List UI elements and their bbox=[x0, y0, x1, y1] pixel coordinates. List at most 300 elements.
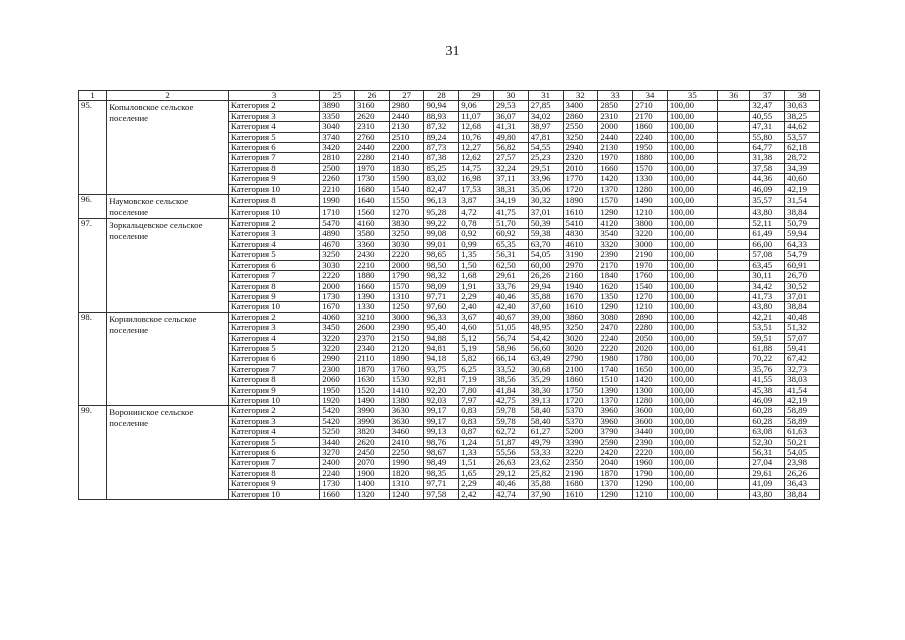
value-cell: 3250 bbox=[563, 132, 598, 142]
value-cell bbox=[717, 437, 750, 447]
value-cell: 1840 bbox=[598, 271, 633, 281]
value-cell bbox=[717, 333, 750, 343]
value-cell: 0,99 bbox=[459, 239, 494, 249]
value-cell: 30,11 bbox=[750, 271, 785, 281]
value-cell: 12,68 bbox=[459, 122, 494, 132]
value-cell bbox=[717, 122, 750, 132]
value-cell: 100,00 bbox=[667, 333, 717, 343]
value-cell bbox=[717, 260, 750, 270]
category-cell: Категория 5 bbox=[228, 250, 319, 260]
value-cell: 100,00 bbox=[667, 111, 717, 121]
value-cell: 3600 bbox=[633, 406, 668, 416]
value-cell: 0,83 bbox=[459, 416, 494, 426]
value-cell: 54,55 bbox=[528, 143, 563, 153]
value-cell: 28,72 bbox=[785, 153, 820, 163]
value-cell: 2940 bbox=[563, 143, 598, 153]
value-cell bbox=[717, 343, 750, 353]
value-cell bbox=[717, 479, 750, 489]
category-cell: Категория 10 bbox=[228, 207, 319, 219]
value-cell: 41,55 bbox=[750, 375, 785, 385]
value-cell: 46,09 bbox=[750, 184, 785, 194]
category-cell: Категория 4 bbox=[228, 122, 319, 132]
value-cell: 2120 bbox=[389, 343, 424, 353]
value-cell: 1950 bbox=[320, 385, 355, 395]
value-cell: 2210 bbox=[320, 184, 355, 194]
value-cell bbox=[717, 111, 750, 121]
value-cell: 3800 bbox=[633, 219, 668, 229]
value-cell: 100,00 bbox=[667, 281, 717, 291]
category-cell: Категория 3 bbox=[228, 416, 319, 426]
value-cell: 3440 bbox=[320, 437, 355, 447]
value-cell: 1420 bbox=[598, 174, 633, 184]
value-cell: 3020 bbox=[563, 343, 598, 353]
value-cell: 59,94 bbox=[785, 229, 820, 239]
value-cell: 1270 bbox=[389, 207, 424, 219]
header-cell: 28 bbox=[424, 91, 459, 101]
value-cell: 3360 bbox=[354, 239, 389, 249]
value-cell: 50,39 bbox=[528, 219, 563, 229]
value-cell: 40,48 bbox=[785, 312, 820, 322]
value-cell: 4610 bbox=[563, 239, 598, 249]
value-cell: 60,92 bbox=[494, 229, 529, 239]
value-cell: 3960 bbox=[598, 406, 633, 416]
value-cell: 2990 bbox=[320, 354, 355, 364]
value-cell: 89,24 bbox=[424, 132, 459, 142]
value-cell: 1980 bbox=[598, 354, 633, 364]
value-cell: 1570 bbox=[598, 195, 633, 207]
value-cell: 3580 bbox=[354, 229, 389, 239]
value-cell: 29,94 bbox=[528, 281, 563, 291]
header-cell: 30 bbox=[494, 91, 529, 101]
value-cell: 3040 bbox=[320, 122, 355, 132]
value-cell: 87,38 bbox=[424, 153, 459, 163]
value-cell: 3320 bbox=[598, 239, 633, 249]
value-cell: 82,47 bbox=[424, 184, 459, 194]
category-cell: Категория 7 bbox=[228, 271, 319, 281]
value-cell: 42,74 bbox=[494, 489, 529, 499]
value-cell: 100,00 bbox=[667, 479, 717, 489]
value-cell: 29,12 bbox=[494, 468, 529, 478]
value-cell: 26,70 bbox=[785, 271, 820, 281]
value-cell: 2200 bbox=[389, 143, 424, 153]
value-cell: 1490 bbox=[633, 195, 668, 207]
value-cell: 1400 bbox=[354, 479, 389, 489]
value-cell: 2500 bbox=[320, 163, 355, 173]
value-cell: 2510 bbox=[389, 132, 424, 142]
value-cell: 3,87 bbox=[459, 195, 494, 207]
value-cell: 4,72 bbox=[459, 207, 494, 219]
value-cell: 1,35 bbox=[459, 250, 494, 260]
value-cell: 1710 bbox=[320, 207, 355, 219]
value-cell: 1680 bbox=[563, 479, 598, 489]
value-cell: 1,51 bbox=[459, 458, 494, 468]
value-cell: 2000 bbox=[389, 260, 424, 270]
value-cell: 100,00 bbox=[667, 174, 717, 184]
category-cell: Категория 7 bbox=[228, 153, 319, 163]
value-cell bbox=[717, 143, 750, 153]
value-cell: 52,30 bbox=[750, 437, 785, 447]
value-cell: 1990 bbox=[389, 458, 424, 468]
header-row bbox=[79, 91, 820, 101]
value-cell bbox=[717, 184, 750, 194]
value-cell: 2310 bbox=[598, 111, 633, 121]
value-cell: 100,00 bbox=[667, 364, 717, 374]
value-cell: 1970 bbox=[354, 163, 389, 173]
value-cell: 2280 bbox=[633, 323, 668, 333]
value-cell: 88,93 bbox=[424, 111, 459, 121]
value-cell: 2400 bbox=[320, 458, 355, 468]
value-cell: 2190 bbox=[563, 468, 598, 478]
value-cell: 5,12 bbox=[459, 333, 494, 343]
value-cell: 42,19 bbox=[785, 395, 820, 405]
value-cell: 34,02 bbox=[528, 111, 563, 121]
value-cell: 49,80 bbox=[494, 132, 529, 142]
value-cell: 4670 bbox=[320, 239, 355, 249]
value-cell: 1280 bbox=[633, 395, 668, 405]
value-cell: 62,50 bbox=[494, 260, 529, 270]
value-cell: 5420 bbox=[320, 416, 355, 426]
value-cell: 1670 bbox=[320, 302, 355, 312]
value-cell: 39,00 bbox=[528, 312, 563, 322]
value-cell: 1660 bbox=[598, 163, 633, 173]
value-cell: 2430 bbox=[354, 250, 389, 260]
value-cell: 99,08 bbox=[424, 229, 459, 239]
value-cell: 64,77 bbox=[750, 143, 785, 153]
value-cell: 36,43 bbox=[785, 479, 820, 489]
value-cell: 40,46 bbox=[494, 479, 529, 489]
value-cell: 1610 bbox=[563, 302, 598, 312]
value-cell: 25,82 bbox=[528, 468, 563, 478]
value-cell: 37,11 bbox=[494, 174, 529, 184]
value-cell: 41,84 bbox=[494, 385, 529, 395]
category-cell: Категория 10 bbox=[228, 489, 319, 499]
value-cell: 1,50 bbox=[459, 260, 494, 270]
value-cell bbox=[717, 427, 750, 437]
value-cell: 2620 bbox=[354, 437, 389, 447]
value-cell: 1330 bbox=[354, 302, 389, 312]
value-cell bbox=[717, 239, 750, 249]
value-cell: 30,52 bbox=[785, 281, 820, 291]
header-cell: 27 bbox=[389, 91, 424, 101]
value-cell: 2450 bbox=[354, 448, 389, 458]
value-cell: 4120 bbox=[598, 219, 633, 229]
value-cell: 38,25 bbox=[785, 111, 820, 121]
value-cell: 2410 bbox=[389, 437, 424, 447]
category-cell: Категория 6 bbox=[228, 354, 319, 364]
value-cell: 3250 bbox=[389, 229, 424, 239]
value-cell: 2390 bbox=[633, 437, 668, 447]
value-cell: 98,65 bbox=[424, 250, 459, 260]
value-cell: 10,76 bbox=[459, 132, 494, 142]
row-number: 98. bbox=[79, 312, 107, 406]
value-cell: 59,41 bbox=[785, 343, 820, 353]
value-cell bbox=[717, 219, 750, 229]
value-cell: 1670 bbox=[563, 291, 598, 301]
value-cell: 2980 bbox=[389, 101, 424, 111]
value-cell bbox=[717, 207, 750, 219]
value-cell bbox=[717, 153, 750, 163]
value-cell: 98,09 bbox=[424, 281, 459, 291]
value-cell: 1410 bbox=[389, 385, 424, 395]
value-cell: 61,63 bbox=[785, 427, 820, 437]
value-cell: 98,67 bbox=[424, 448, 459, 458]
value-cell: 2,29 bbox=[459, 479, 494, 489]
value-cell: 42,21 bbox=[750, 312, 785, 322]
settlement-name: Наумовское сельское поселение bbox=[107, 195, 229, 219]
value-cell: 54,05 bbox=[528, 250, 563, 260]
value-cell: 4830 bbox=[563, 229, 598, 239]
value-cell: 1370 bbox=[598, 479, 633, 489]
value-cell: 1890 bbox=[563, 195, 598, 207]
value-cell: 2210 bbox=[354, 260, 389, 270]
value-cell: 100,00 bbox=[667, 343, 717, 353]
row-number: 95. bbox=[79, 101, 107, 195]
value-cell: 3540 bbox=[598, 229, 633, 239]
value-cell: 1780 bbox=[633, 354, 668, 364]
value-cell: 5,19 bbox=[459, 343, 494, 353]
value-cell: 27,04 bbox=[750, 458, 785, 468]
value-cell: 27,57 bbox=[494, 153, 529, 163]
value-cell: 29,61 bbox=[494, 271, 529, 281]
value-cell: 6,25 bbox=[459, 364, 494, 374]
value-cell bbox=[717, 163, 750, 173]
value-cell: 29,51 bbox=[528, 163, 563, 173]
value-cell: 1900 bbox=[354, 468, 389, 478]
value-cell: 51,32 bbox=[785, 323, 820, 333]
value-cell: 41,73 bbox=[750, 291, 785, 301]
value-cell: 54,05 bbox=[785, 448, 820, 458]
value-cell: 100,00 bbox=[667, 427, 717, 437]
value-cell: 3000 bbox=[389, 312, 424, 322]
value-cell: 1210 bbox=[633, 489, 668, 499]
value-cell: 1380 bbox=[389, 395, 424, 405]
value-cell: 1610 bbox=[563, 207, 598, 219]
value-cell: 5420 bbox=[320, 406, 355, 416]
category-cell: Категория 6 bbox=[228, 143, 319, 153]
value-cell: 1290 bbox=[598, 302, 633, 312]
value-cell: 100,00 bbox=[667, 458, 717, 468]
value-cell bbox=[717, 468, 750, 478]
value-cell: 3790 bbox=[598, 427, 633, 437]
value-cell: 7,19 bbox=[459, 375, 494, 385]
value-cell: 2240 bbox=[320, 468, 355, 478]
value-cell: 1680 bbox=[354, 184, 389, 194]
value-cell: 1390 bbox=[354, 291, 389, 301]
value-cell: 2390 bbox=[598, 250, 633, 260]
value-cell: 41,09 bbox=[750, 479, 785, 489]
table-row bbox=[79, 406, 820, 416]
value-cell: 2000 bbox=[320, 281, 355, 291]
category-cell: Категория 8 bbox=[228, 375, 319, 385]
value-cell: 42,19 bbox=[785, 184, 820, 194]
value-cell: 23,62 bbox=[528, 458, 563, 468]
value-cell: 3890 bbox=[320, 101, 355, 111]
value-cell: 2370 bbox=[354, 333, 389, 343]
value-cell: 1520 bbox=[354, 385, 389, 395]
category-cell: Категория 10 bbox=[228, 302, 319, 312]
value-cell: 59,38 bbox=[528, 229, 563, 239]
value-cell: 3160 bbox=[354, 101, 389, 111]
category-cell: Категория 7 bbox=[228, 458, 319, 468]
value-cell: 61,88 bbox=[750, 343, 785, 353]
value-cell: 100,00 bbox=[667, 312, 717, 322]
value-cell: 3,67 bbox=[459, 312, 494, 322]
value-cell: 32,24 bbox=[494, 163, 529, 173]
value-cell bbox=[717, 354, 750, 364]
header-cell: 3 bbox=[228, 91, 319, 101]
value-cell: 66,00 bbox=[750, 239, 785, 249]
value-cell: 100,00 bbox=[667, 101, 717, 111]
value-cell: 53,57 bbox=[785, 132, 820, 142]
value-cell: 2190 bbox=[633, 250, 668, 260]
value-cell: 55,56 bbox=[494, 448, 529, 458]
value-cell: 64,33 bbox=[785, 239, 820, 249]
value-cell: 83,02 bbox=[424, 174, 459, 184]
value-cell bbox=[717, 364, 750, 374]
table-row bbox=[79, 312, 820, 322]
row-number: 97. bbox=[79, 219, 107, 313]
value-cell: 100,00 bbox=[667, 302, 717, 312]
value-cell: 41,54 bbox=[785, 385, 820, 395]
value-cell: 3270 bbox=[320, 448, 355, 458]
value-cell: 100,00 bbox=[667, 291, 717, 301]
settlement-name: Копыловское сельское поселение bbox=[107, 101, 229, 195]
value-cell: 31,54 bbox=[785, 195, 820, 207]
category-cell: Категория 9 bbox=[228, 291, 319, 301]
value-cell: 0,87 bbox=[459, 427, 494, 437]
value-cell: 38,56 bbox=[494, 375, 529, 385]
value-cell: 2890 bbox=[633, 312, 668, 322]
value-cell: 2050 bbox=[633, 333, 668, 343]
value-cell: 60,00 bbox=[528, 260, 563, 270]
value-cell: 34,42 bbox=[750, 281, 785, 291]
value-cell: 2590 bbox=[598, 437, 633, 447]
value-cell: 1540 bbox=[389, 184, 424, 194]
value-cell: 100,00 bbox=[667, 416, 717, 426]
value-cell: 47,31 bbox=[750, 122, 785, 132]
value-cell: 4890 bbox=[320, 229, 355, 239]
value-cell: 3390 bbox=[563, 437, 598, 447]
category-cell: Категория 4 bbox=[228, 239, 319, 249]
value-cell: 3350 bbox=[320, 111, 355, 121]
value-cell: 1420 bbox=[633, 375, 668, 385]
value-cell: 36,07 bbox=[494, 111, 529, 121]
category-cell: Категория 6 bbox=[228, 260, 319, 270]
value-cell: 44,36 bbox=[750, 174, 785, 184]
value-cell: 1270 bbox=[633, 291, 668, 301]
value-cell: 3960 bbox=[598, 416, 633, 426]
value-cell: 2240 bbox=[633, 132, 668, 142]
value-cell: 1720 bbox=[563, 184, 598, 194]
value-cell: 99,13 bbox=[424, 427, 459, 437]
value-cell: 37,90 bbox=[528, 489, 563, 499]
settlement-name: Корниловское сельское поселение bbox=[107, 312, 229, 406]
value-cell: 59,78 bbox=[494, 406, 529, 416]
value-cell: 33,96 bbox=[528, 174, 563, 184]
value-cell: 43,80 bbox=[750, 489, 785, 499]
value-cell: 100,00 bbox=[667, 395, 717, 405]
value-cell bbox=[717, 281, 750, 291]
value-cell: 1740 bbox=[598, 364, 633, 374]
value-cell: 5370 bbox=[563, 416, 598, 426]
value-cell: 5370 bbox=[563, 406, 598, 416]
category-cell: Категория 4 bbox=[228, 333, 319, 343]
value-cell: 40,46 bbox=[494, 291, 529, 301]
value-cell: 1720 bbox=[563, 395, 598, 405]
value-cell: 100,00 bbox=[667, 260, 717, 270]
category-cell: Категория 9 bbox=[228, 174, 319, 184]
value-cell: 60,91 bbox=[785, 260, 820, 270]
value-cell: 42,75 bbox=[494, 395, 529, 405]
value-cell: 1,33 bbox=[459, 448, 494, 458]
value-cell: 99,22 bbox=[424, 219, 459, 229]
value-cell: 2220 bbox=[598, 343, 633, 353]
value-cell bbox=[717, 395, 750, 405]
category-cell: Категория 8 bbox=[228, 195, 319, 207]
value-cell: 100,00 bbox=[667, 143, 717, 153]
value-cell: 51,87 bbox=[494, 437, 529, 447]
value-cell: 2260 bbox=[320, 174, 355, 184]
value-cell: 29,61 bbox=[750, 468, 785, 478]
value-cell: 1510 bbox=[598, 375, 633, 385]
value-cell: 2130 bbox=[389, 122, 424, 132]
value-cell: 51,70 bbox=[494, 219, 529, 229]
value-cell: 95,28 bbox=[424, 207, 459, 219]
category-cell: Категория 5 bbox=[228, 132, 319, 142]
value-cell: 3250 bbox=[563, 323, 598, 333]
value-cell: 1590 bbox=[389, 174, 424, 184]
value-cell: 100,00 bbox=[667, 250, 717, 260]
value-cell: 51,05 bbox=[494, 323, 529, 333]
header-cell: 2 bbox=[107, 91, 229, 101]
value-cell: 2860 bbox=[563, 111, 598, 121]
table-row bbox=[79, 101, 820, 111]
value-cell: 2280 bbox=[354, 153, 389, 163]
value-cell: 99,01 bbox=[424, 239, 459, 249]
value-cell: 1370 bbox=[598, 184, 633, 194]
value-cell: 1960 bbox=[633, 458, 668, 468]
value-cell: 1990 bbox=[320, 195, 355, 207]
value-cell: 2010 bbox=[563, 163, 598, 173]
value-cell: 40,60 bbox=[785, 174, 820, 184]
category-cell: Категория 8 bbox=[228, 468, 319, 478]
value-cell bbox=[717, 448, 750, 458]
value-cell: 1770 bbox=[563, 174, 598, 184]
value-cell: 0,78 bbox=[459, 219, 494, 229]
header-cell: 36 bbox=[717, 91, 750, 101]
category-cell: Категория 6 bbox=[228, 448, 319, 458]
header-cell: 37 bbox=[750, 91, 785, 101]
value-cell: 99,17 bbox=[424, 416, 459, 426]
value-cell: 62,18 bbox=[785, 143, 820, 153]
value-cell: 2240 bbox=[598, 333, 633, 343]
value-cell: 60,28 bbox=[750, 416, 785, 426]
value-cell: 1970 bbox=[598, 153, 633, 163]
value-cell: 100,00 bbox=[667, 195, 717, 207]
value-cell: 54,79 bbox=[785, 250, 820, 260]
value-cell: 98,35 bbox=[424, 468, 459, 478]
header-cell: 31 bbox=[528, 91, 563, 101]
value-cell: 11,07 bbox=[459, 111, 494, 121]
value-cell: 85,25 bbox=[424, 163, 459, 173]
value-cell: 3440 bbox=[633, 427, 668, 437]
value-cell: 37,01 bbox=[528, 207, 563, 219]
value-cell: 54,42 bbox=[528, 333, 563, 343]
value-cell: 55,80 bbox=[750, 132, 785, 142]
value-cell bbox=[717, 195, 750, 207]
value-cell: 2310 bbox=[354, 122, 389, 132]
value-cell: 2130 bbox=[598, 143, 633, 153]
